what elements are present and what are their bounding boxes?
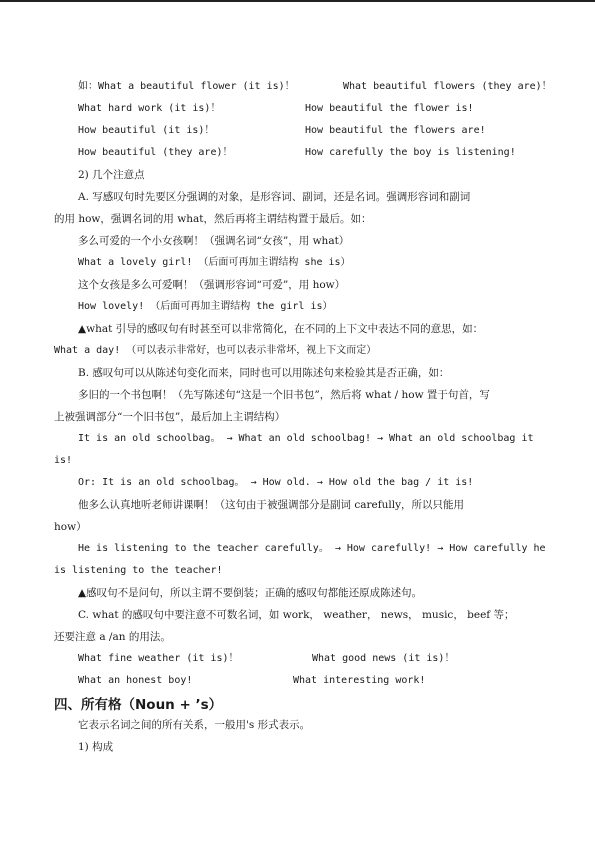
example-line: What a day! （可以表示非常好，也可以表示非常坏，视上下文而定） [54,345,377,356]
example-line: is listening to the teacher! [54,565,223,576]
subsection-title: 2) 几个注意点 [78,169,145,181]
example-line: What interesting work! [293,675,426,686]
paragraph-line: 多么可爱的一个小女孩啊！（强调名词“女孩”，用 what） [78,235,350,247]
paragraph-line: 上被强调部分“一个旧书包”，最后加上主谓结构） [54,411,286,423]
example-line: What an honest boy! [78,675,193,686]
example-line: What fine weather (it is)！ [78,653,239,664]
note-line: ▲感叹句不是问句，所以主谓不要倒装；正确的感叹句都能还原成陈述句。 [78,587,423,599]
example-line: is! [54,455,73,466]
paragraph-line: 多旧的一个书包啊！（先写陈述句“这是一个旧书包”，然后将 what / how 置于句首，写 [78,389,490,401]
paragraph-line: C. what 的感叹句中要注意不可数名词，如 work， weather， news， music， beef 等； [78,609,515,621]
example-line: It is an old schoolbag。 → What an old schoolbag! → What an old schoolbag it [78,433,534,444]
paragraph-line: 还要注意 a /an 的用法。 [54,631,171,643]
example-line: 如：What a beautiful flower (it is)！ [78,81,295,92]
paragraph-line: B. 感叹句可以从陈述句变化而来，同时也可以用陈述句来检验其是否正确，如： [78,367,450,379]
section-heading: 四、所有格（Noun + ’s） [54,697,223,713]
example-line: How beautiful (it is)！ [78,125,215,136]
paragraph-line: 的用 how，强调名词的用 what，然后再将主谓结构置于最后。如： [54,213,372,225]
example-line: What a lovely girl! （后面可再加主谓结构 she is） [78,257,351,268]
subsection-title: 1) 构成 [78,741,114,753]
example-line: What good news (it is)！ [312,653,455,664]
example-line: How beautiful the flower is! [305,103,474,114]
example-line: How lovely! （后面可再加主谓结构 the girl is） [78,301,333,312]
header-rule [0,0,595,2]
example-line: Or: It is an old schoolbag。 → How old. → How old the bag / it is! [78,477,474,488]
paragraph-line: 它表示名词之间的所有关系，一般用's 形式表示。 [78,719,311,731]
example-line: How carefully the boy is listening! [305,147,516,158]
example-line: What hard work (it is)！ [78,103,221,114]
paragraph-line: how） [54,521,87,533]
paragraph-line: A. 写感叹句时先要区分强调的对象，是形容词、副词，还是名词。强调形容词和副词 [78,191,471,203]
example-line: How beautiful the flowers are! [305,125,486,136]
note-line: ▲what 引导的感叹句有时甚至可以非常简化，在不同的上下文中表达不同的意思，如： [78,323,484,335]
example-line: What beautiful flowers (they are)！ [343,81,552,92]
paragraph-line: 他多么认真地听老师讲课啊！（这句由于被强调部分是副词 carefully，所以只能用 [78,499,465,511]
paragraph-line: 这个女孩是多么可爱啊！（强调形容词“可爱”，用 how） [78,279,346,291]
example-line: He is listening to the teacher carefully。 → How carefully! → How carefully he [78,543,546,554]
example-line: How beautiful (they are)！ [78,147,233,158]
